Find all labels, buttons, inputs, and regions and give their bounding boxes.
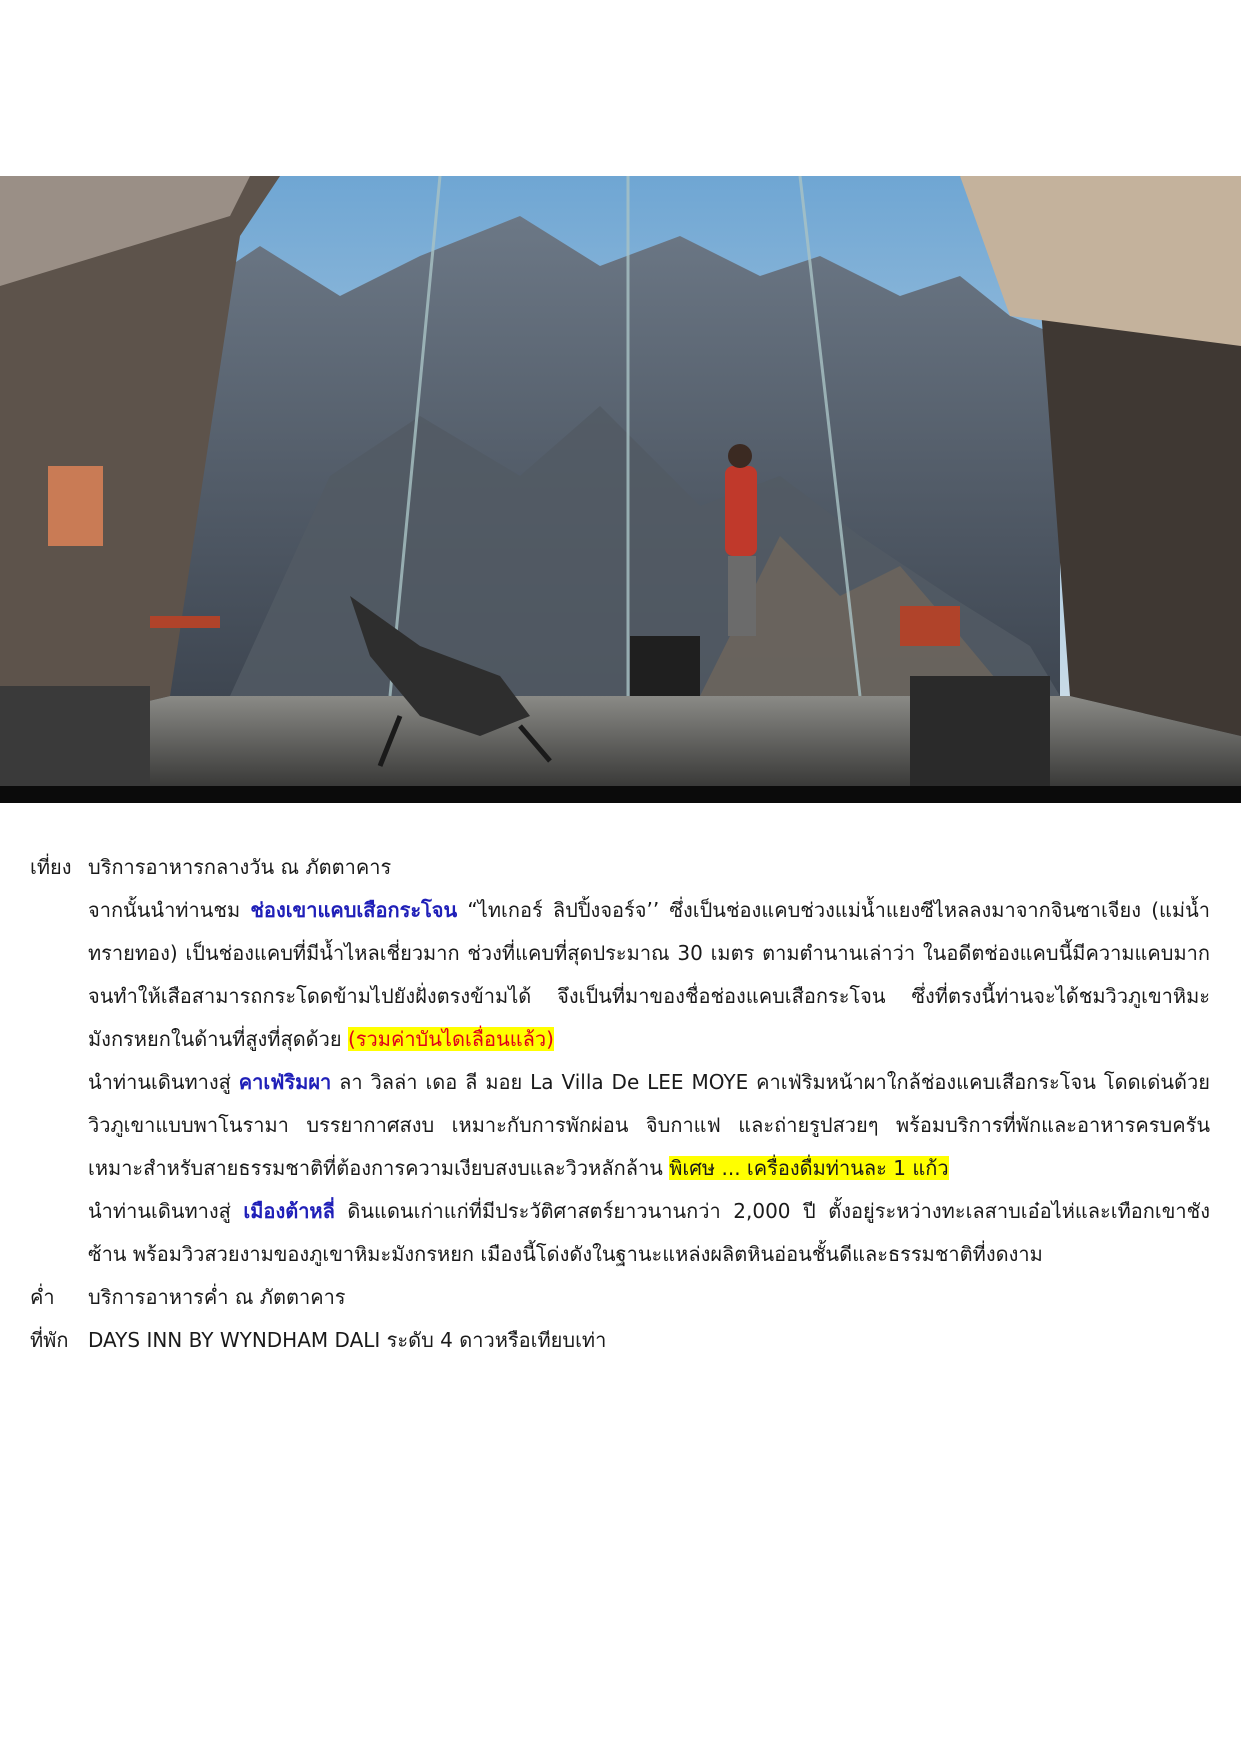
cafe-highlight: คาเฟ่ริมผา bbox=[238, 1070, 332, 1094]
lunch-label: เที่ยง bbox=[30, 855, 72, 879]
cafe-intro: นำท่านเดินทางสู่ bbox=[88, 1070, 239, 1094]
hero-photo bbox=[0, 176, 1241, 803]
dali-highlight: เมืองต้าหลี่ bbox=[243, 1199, 335, 1223]
dali-intro: นำท่านเดินทางสู่ bbox=[88, 1199, 244, 1223]
hotel-text: DAYS INN BY WYNDHAM DALI ระดับ 4 ดาวหรือเทียบเท่า bbox=[88, 1328, 607, 1352]
cafe-paragraph bbox=[30, 1061, 1210, 1190]
hotel-row bbox=[30, 1319, 1210, 1362]
dinner-label: ค่ำ bbox=[30, 1285, 55, 1309]
lunch-row bbox=[30, 846, 1210, 889]
escalator-note: (รวมค่าบันไดเลื่อนแล้ว) bbox=[347, 1027, 554, 1051]
lunch-text: บริการอาหารกลางวัน ณ ภัตตาคาร bbox=[88, 855, 392, 879]
tiger-gorge-intro: จากนั้นนำท่านชม bbox=[88, 898, 251, 922]
dinner-text: บริการอาหารค่ำ ณ ภัตตาคาร bbox=[88, 1285, 346, 1309]
dinner-row bbox=[30, 1276, 1210, 1319]
cafe-special: พิเศษ ... เครื่องดื่มท่านละ 1 แก้ว bbox=[669, 1156, 949, 1180]
tiger-gorge-paragraph bbox=[30, 889, 1210, 1061]
dali-paragraph bbox=[30, 1190, 1210, 1276]
hotel-label: ที่พัก bbox=[30, 1328, 69, 1352]
dali-body: ดินแดนเก่าแก่ที่มีประวัติศาสตร์ยาวนานกว่า 2,000 ปี ตั้งอยู่ระหว่างทะเลสาบเอ๋อไห่และเทือกเขาชังซ้าน พร้อมวิวสวยงามของภูเขาหิมะมังกรหยก เมืองนี้โด่งดังในฐานะแหล่งผลิตหินอ่อนชั้นดีและธรรมชาติที่งดงาม bbox=[88, 1199, 1210, 1266]
itinerary-text bbox=[30, 846, 1210, 1362]
cafe-body: ลา วิลล่า เดอ ลี มอย La Villa De LEE MOYE คาเฟ่ริมหน้าผาใกล้ช่องแคบเสือกระโจน โดดเด่นด้วยวิวภูเขาแบบพาโนรามา บรรยากาศสงบ เหมาะกับการพักผ่อน จิบกาแฟ และถ่ายรูปสวยๆ พร้อมบริการที่พักและอาหารครบครัน เหมาะสำหรับสายธรรมชาติที่ต้องการความเงียบสงบและวิวหลักล้าน bbox=[88, 1070, 1210, 1180]
villa-mountain-view-image bbox=[0, 176, 1241, 803]
tiger-gorge-highlight: ช่องเขาแคบเสือกระโจน bbox=[250, 898, 458, 922]
tiger-gorge-body: “ไทเกอร์ ลิปปิ้งจอร์จ’’ ซึ่งเป็นช่องแคบช่วงแม่น้ำแยงซีไหลลงมาจากจินซาเจียง (แม่น้ำทรายทอง) เป็นช่องแคบที่มีน้ำไหลเชี่ยวมาก ช่วงที่แคบที่สุดประมาณ 30 เมตร ตามตำนานเล่าว่า ในอดีตช่องแคบนี้มีความแคบมาก จนทำให้เสือสามารถกระโดดข้ามไปยังฝั่งตรงข้ามได้ จึงเป็นที่มาของชื่อช่องแคบเสือกระโจน ซึ่งที่ตรงนี้ท่านจะได้ชมวิวภูเขาหิมะมังกรหยกในด้านที่สูงที่สุดด้วย bbox=[88, 898, 1210, 1051]
